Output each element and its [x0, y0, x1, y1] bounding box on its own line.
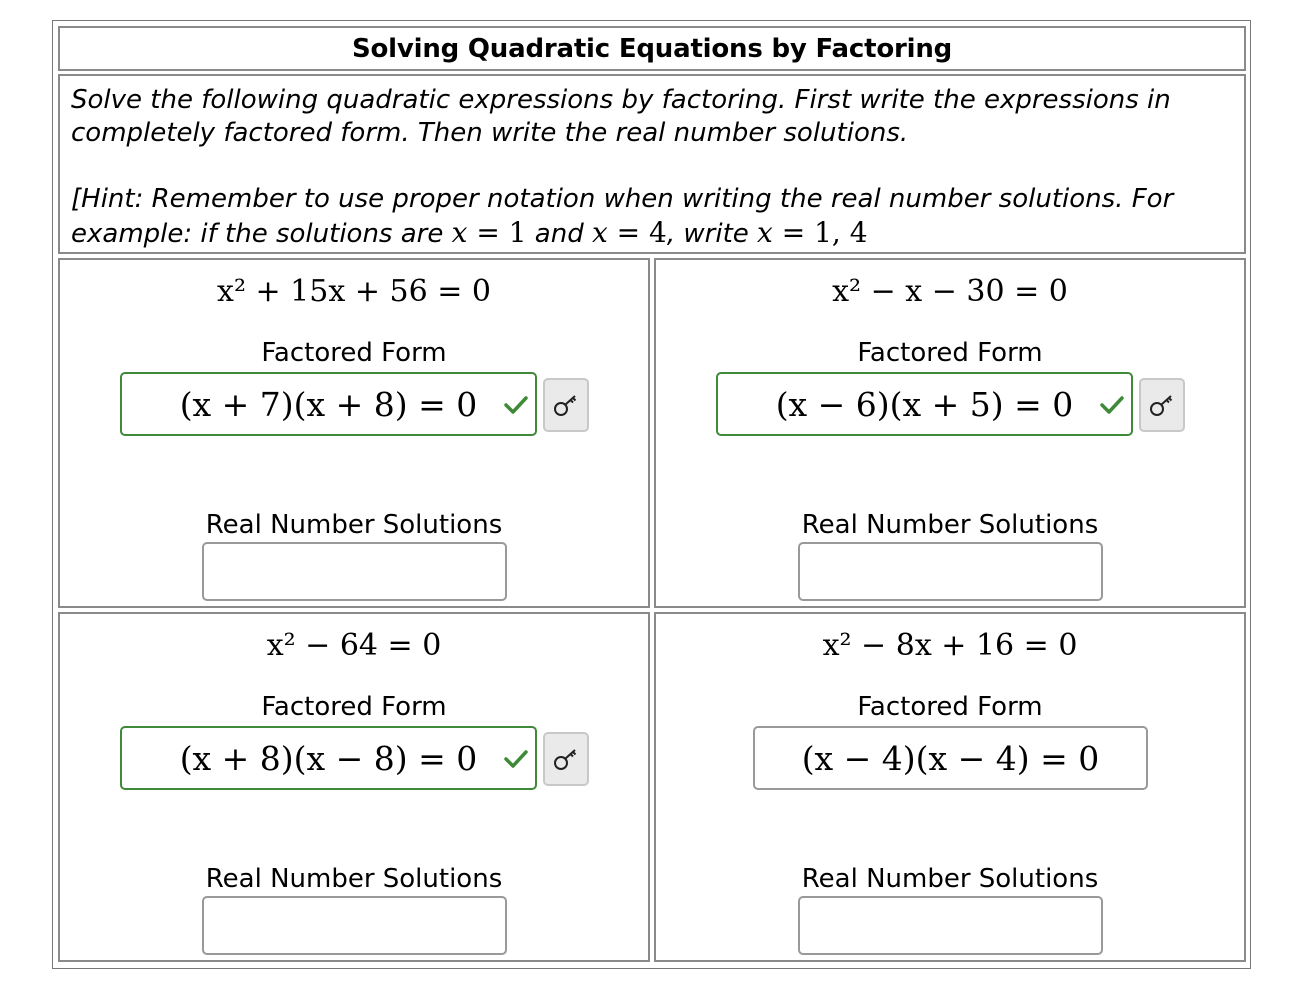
factored-form-label-4: Factored Form	[857, 692, 1043, 722]
solutions-label-3: Real Number Solutions	[205, 864, 503, 894]
solutions-input-3[interactable]	[202, 896, 507, 955]
factored-form-input-3[interactable]	[120, 726, 537, 790]
key-icon	[553, 392, 579, 418]
solutions-input-4[interactable]	[798, 896, 1103, 955]
equation-4: x² − 8x + 16 = 0	[822, 628, 1078, 663]
instructions-line: Solve the following quadratic expressions by factoring. First write the expressions in completely factored form. Then write the real number solutions.	[71, 85, 1171, 148]
solutions-input-2[interactable]	[798, 542, 1103, 601]
problem-card-1	[58, 258, 650, 608]
problem-card-2	[654, 258, 1246, 608]
solutions-label-4: Real Number Solutions	[801, 864, 1099, 894]
page-title: Solving Quadratic Equations by Factoring	[351, 34, 953, 64]
answer-key-button-2[interactable]	[1139, 378, 1185, 432]
factored-form-label-1: Factored Form	[261, 338, 447, 368]
equation-2: x² − x − 30 = 0	[832, 274, 1068, 309]
factored-form-input-2[interactable]	[716, 372, 1133, 436]
key-icon	[1149, 392, 1175, 418]
equation-3: x² − 64 = 0	[266, 628, 442, 663]
solutions-input-1[interactable]	[202, 542, 507, 601]
factored-form-label-3: Factored Form	[261, 692, 447, 722]
checkmark-icon	[1099, 392, 1125, 418]
factored-form-value-2: (x − 6)(x + 5) = 0	[775, 384, 1074, 424]
hint-text: [Hint: Remember to use proper notation when writing the real number solutions. For example: if the solutions are x = 1 and x = 4, write x = 1, 4	[71, 184, 1174, 249]
instructions-text	[71, 84, 1231, 251]
factored-form-value-3: (x + 8)(x − 8) = 0	[179, 738, 478, 778]
factored-form-label-2: Factored Form	[857, 338, 1043, 368]
solutions-label-1: Real Number Solutions	[205, 510, 503, 540]
factored-form-input-4[interactable]	[753, 726, 1148, 790]
problem-card-4	[654, 612, 1246, 962]
equation-1: x² + 15x + 56 = 0	[217, 274, 491, 309]
checkmark-icon	[503, 392, 529, 418]
solutions-label-2: Real Number Solutions	[801, 510, 1099, 540]
key-icon	[553, 746, 579, 772]
instructions-panel	[58, 74, 1246, 254]
title-panel	[58, 26, 1246, 71]
answer-key-button-1[interactable]	[543, 378, 589, 432]
checkmark-icon	[503, 746, 529, 772]
problem-card-3	[58, 612, 650, 962]
answer-key-button-3[interactable]	[543, 732, 589, 786]
factored-form-value-1: (x + 7)(x + 8) = 0	[179, 384, 478, 424]
factored-form-input-1[interactable]	[120, 372, 537, 436]
factored-form-value-4: (x − 4)(x − 4) = 0	[801, 738, 1100, 778]
